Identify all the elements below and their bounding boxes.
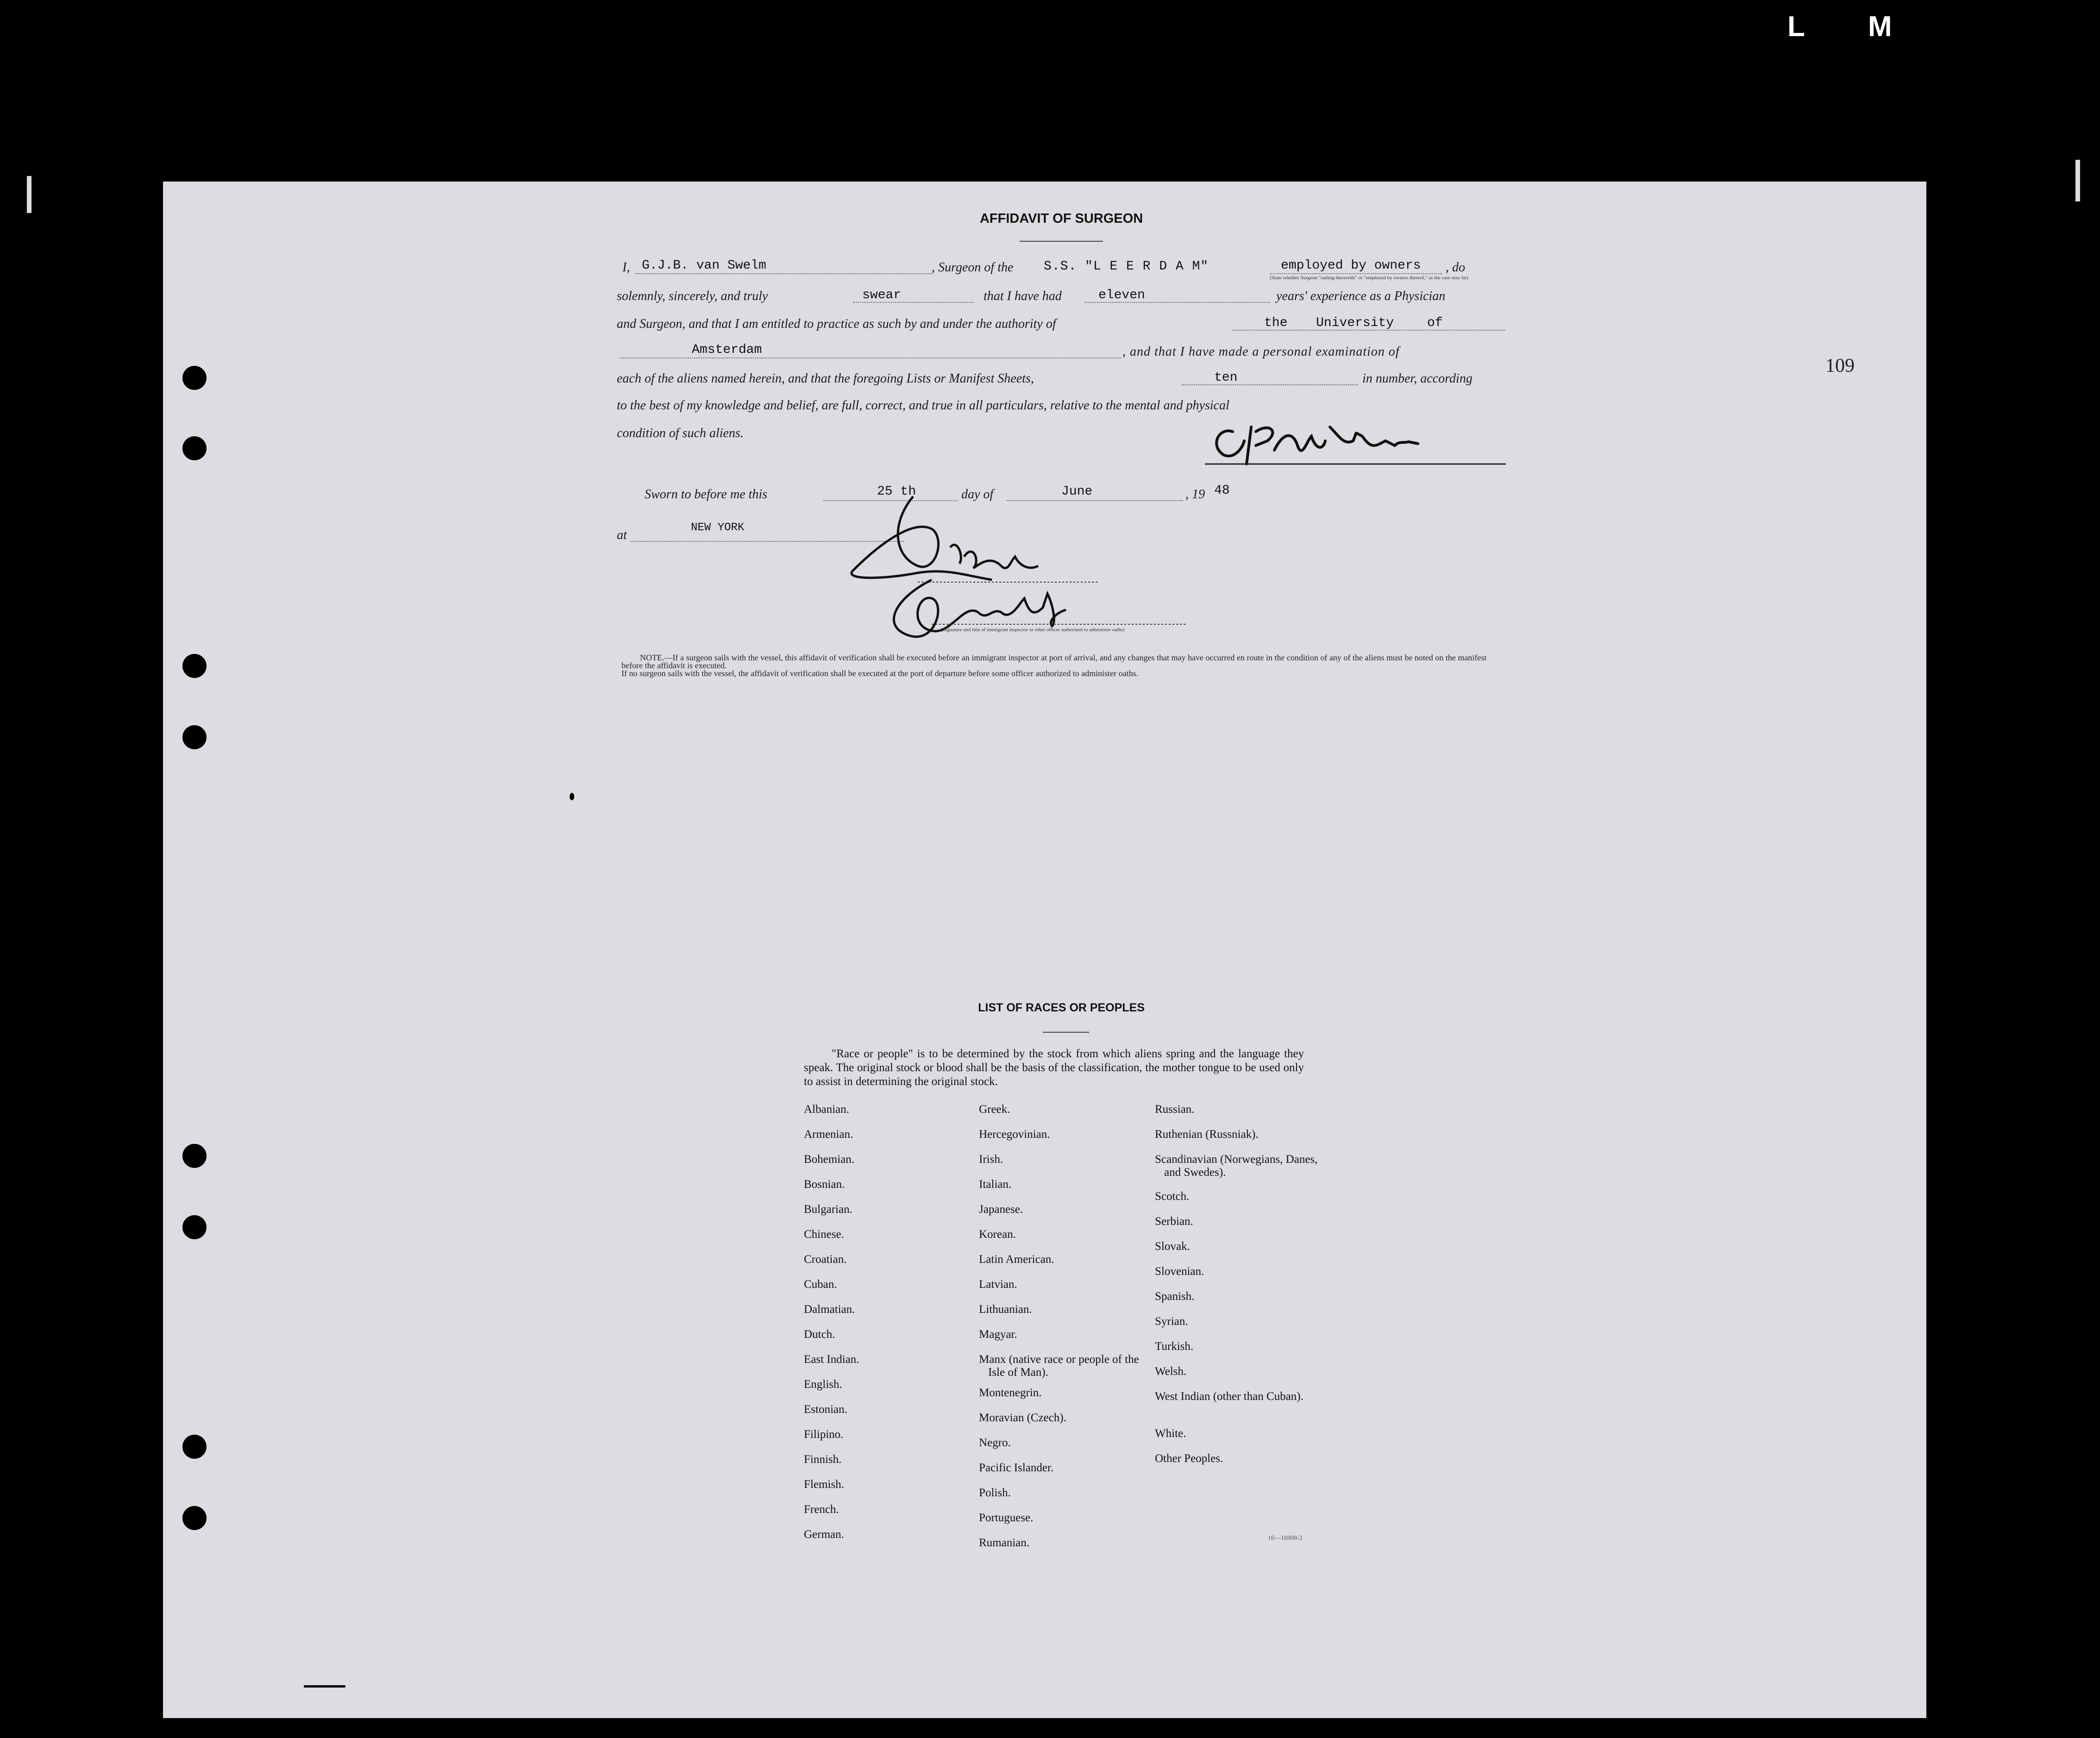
authority-city: Amsterdam <box>692 343 762 357</box>
employment-caption: (State whether Surgeon "sailing therewith" or "employed by owners thereof," as the case may be) <box>1270 275 1468 281</box>
sworn-year: 48 <box>1214 483 1230 498</box>
dotted-line <box>1084 302 1270 303</box>
race-item: Serbian. <box>1155 1215 1193 1228</box>
years-experience: eleven <box>1098 288 1145 302</box>
race-item: Montenegrin. <box>979 1387 1042 1399</box>
race-item: Croatian. <box>804 1253 847 1266</box>
text: , and that I have made a personal examination of <box>1122 345 1400 359</box>
punch-hole <box>182 436 207 460</box>
race-item: English. <box>804 1378 842 1391</box>
race-item: Estonian. <box>804 1403 847 1416</box>
race-item: Cuban. <box>804 1278 837 1291</box>
film-edge-mark-left <box>27 176 31 213</box>
ship-name: S.S. "L E E R D A M" <box>1044 259 1209 274</box>
affidavit-line-2 <box>617 289 1505 317</box>
races-column-3 <box>1155 1103 1322 1477</box>
race-item: Syrian. <box>1155 1315 1188 1328</box>
race-item: Russian. <box>1155 1103 1195 1116</box>
text: Sworn to before me this <box>645 487 767 502</box>
race-item: Hercegovinian. <box>979 1128 1050 1141</box>
text: day of <box>961 487 994 502</box>
film-marker: L M <box>1787 11 1920 43</box>
race-item: Dutch. <box>804 1328 835 1341</box>
race-item: Italian. <box>979 1178 1012 1191</box>
affidavit-line-4 <box>617 345 1505 372</box>
dotted-line <box>853 302 973 303</box>
note-text: —If a surgeon sails with the vessel, this affidavit of verification shall be executed before an immigrant inspector at port of arrival, and any changes that may have occurred en route in the condition of any of the aliens must be noted on the manifest before the affidavit is executed. <box>621 653 1487 670</box>
race-item: Chinese. <box>804 1228 844 1241</box>
note-text: If no surgeon sails with the vessel, the affidavit of verification shall be executed at the port of departure before some officer authorized to administer oaths. <box>621 669 1139 678</box>
punch-hole <box>182 654 207 678</box>
race-item: French. <box>804 1503 839 1516</box>
race-item: Other Peoples. <box>1155 1452 1223 1465</box>
form-number: 16—16908-2 <box>1268 1535 1303 1542</box>
race-item: Finnish. <box>804 1453 842 1466</box>
race-item: Scandinavian (Norwegians, Danes, and Swedes). <box>1155 1153 1318 1179</box>
affidavit-line-1 <box>617 260 1505 288</box>
sheet-count: ten <box>1214 370 1238 385</box>
race-item: Moravian (Czech). <box>979 1412 1066 1424</box>
race-item: Irish. <box>979 1153 1003 1166</box>
text: that I have had <box>984 289 1062 303</box>
race-item: Negro. <box>979 1437 1011 1449</box>
punch-hole <box>182 725 207 749</box>
text: , Surgeon of the <box>932 260 1014 275</box>
race-item: Bulgarian. <box>804 1203 853 1216</box>
race-item: East Indian. <box>804 1353 859 1366</box>
dotted-line <box>1233 330 1505 331</box>
text: each of the aliens named herein, and that the foregoing Lists or Manifest Sheets, <box>617 371 1034 386</box>
speck <box>570 793 574 800</box>
race-item: Polish. <box>979 1487 1011 1499</box>
inspector-signature <box>825 487 1196 659</box>
authority-word: of <box>1427 316 1443 330</box>
race-item: Dalmatian. <box>804 1303 855 1316</box>
affidavit-line-3 <box>617 317 1505 345</box>
authority-word: the <box>1264 316 1288 330</box>
affidavit-note-2 <box>621 670 1510 678</box>
race-item: Greek. <box>979 1103 1010 1116</box>
text: solemnly, sincerely, and truly <box>617 289 768 303</box>
race-item: Magyar. <box>979 1328 1017 1341</box>
race-item: Turkish. <box>1155 1340 1194 1353</box>
title-rule <box>1020 241 1103 242</box>
race-item: Japanese. <box>979 1203 1023 1216</box>
race-item: Lithuanian. <box>979 1303 1032 1316</box>
race-item: Latin American. <box>979 1253 1054 1266</box>
authority-word: University <box>1316 316 1394 330</box>
punch-hole <box>182 1506 207 1530</box>
text: in number, according <box>1362 371 1473 386</box>
race-item: Spanish. <box>1155 1290 1195 1303</box>
race-item: Slovenian. <box>1155 1265 1204 1278</box>
text: , do <box>1446 260 1465 275</box>
text: condition of such aliens. <box>617 426 744 440</box>
punch-hole <box>182 1215 207 1239</box>
punch-hole <box>182 366 207 390</box>
races-column-1 <box>804 1103 971 1553</box>
oath-word: swear <box>862 288 902 302</box>
race-item: Scotch. <box>1155 1190 1190 1203</box>
race-item: Ruthenian (Russniak). <box>1155 1128 1259 1141</box>
race-item: Flemish. <box>804 1478 844 1491</box>
document-page <box>163 182 1926 1718</box>
dotted-line <box>1270 273 1442 274</box>
text: and Surgeon, and that I am entitled to practice as such by and under the authority of <box>617 317 1056 331</box>
text: at <box>617 528 627 542</box>
surgeon-signature <box>1200 413 1515 478</box>
race-item: Latvian. <box>979 1278 1017 1291</box>
text: years' experience as a Physician <box>1276 289 1446 303</box>
race-item: Slovak. <box>1155 1240 1190 1253</box>
race-item: Bohemian. <box>804 1153 855 1166</box>
punch-hole <box>182 1144 207 1168</box>
affidavit-title: AFFIDAVIT OF SURGEON <box>979 211 1143 226</box>
page-number: 109 <box>1825 355 1855 376</box>
races-intro: "Race or people" is to be determined by the stock from which aliens spring and the language they speak. The original stock or blood shall be the basis of the classification, the mother tongue to be used only to assist in determining the original stock. <box>804 1048 1304 1088</box>
race-item: Korean. <box>979 1228 1016 1241</box>
punch-hole <box>182 1435 207 1459</box>
text: I, <box>622 260 630 275</box>
race-item: Albanian. <box>804 1103 849 1116</box>
edge-mark <box>304 1685 345 1688</box>
dotted-line <box>635 273 932 274</box>
race-item: West Indian (other than Cuban). <box>1155 1390 1304 1403</box>
surgeon-name: G.J.B. van Swelm <box>642 258 766 273</box>
race-item: Armenian. <box>804 1128 853 1141</box>
race-item: White. <box>1155 1427 1186 1440</box>
sworn-day: 25 th <box>877 484 916 499</box>
film-edge-mark-right <box>2075 160 2080 201</box>
races-column-2 <box>979 1103 1146 1562</box>
race-item: German. <box>804 1528 844 1541</box>
race-item: Bosnian. <box>804 1178 845 1191</box>
race-item: Pacific Islander. <box>979 1462 1054 1474</box>
employed-by: employed by owners <box>1281 258 1421 273</box>
races-title: LIST OF RACES OR PEOPLES <box>978 1001 1145 1014</box>
note-label: NOTE. <box>640 653 664 662</box>
race-item: Welsh. <box>1155 1365 1187 1378</box>
sworn-place: NEW YORK <box>691 521 745 534</box>
race-item: Manx (native race or people of the Isle of Man). <box>979 1353 1139 1379</box>
signature-caption: (Signature and title of immigrant inspector or other officer authorized to administer oaths) <box>941 627 1125 633</box>
text: , 19 <box>1185 487 1205 502</box>
text: to the best of my knowledge and belief, are full, correct, and true in all particulars, relative to the mental and physical <box>617 398 1229 413</box>
title-rule <box>1043 1032 1089 1033</box>
sworn-month: June <box>1061 484 1093 499</box>
race-item: Rumanian. <box>979 1537 1030 1549</box>
dotted-line <box>1182 384 1358 385</box>
race-item: Portuguese. <box>979 1512 1034 1524</box>
race-item: Filipino. <box>804 1428 844 1441</box>
affidavit-line-5 <box>617 371 1505 399</box>
affidavit-note <box>621 654 1510 670</box>
